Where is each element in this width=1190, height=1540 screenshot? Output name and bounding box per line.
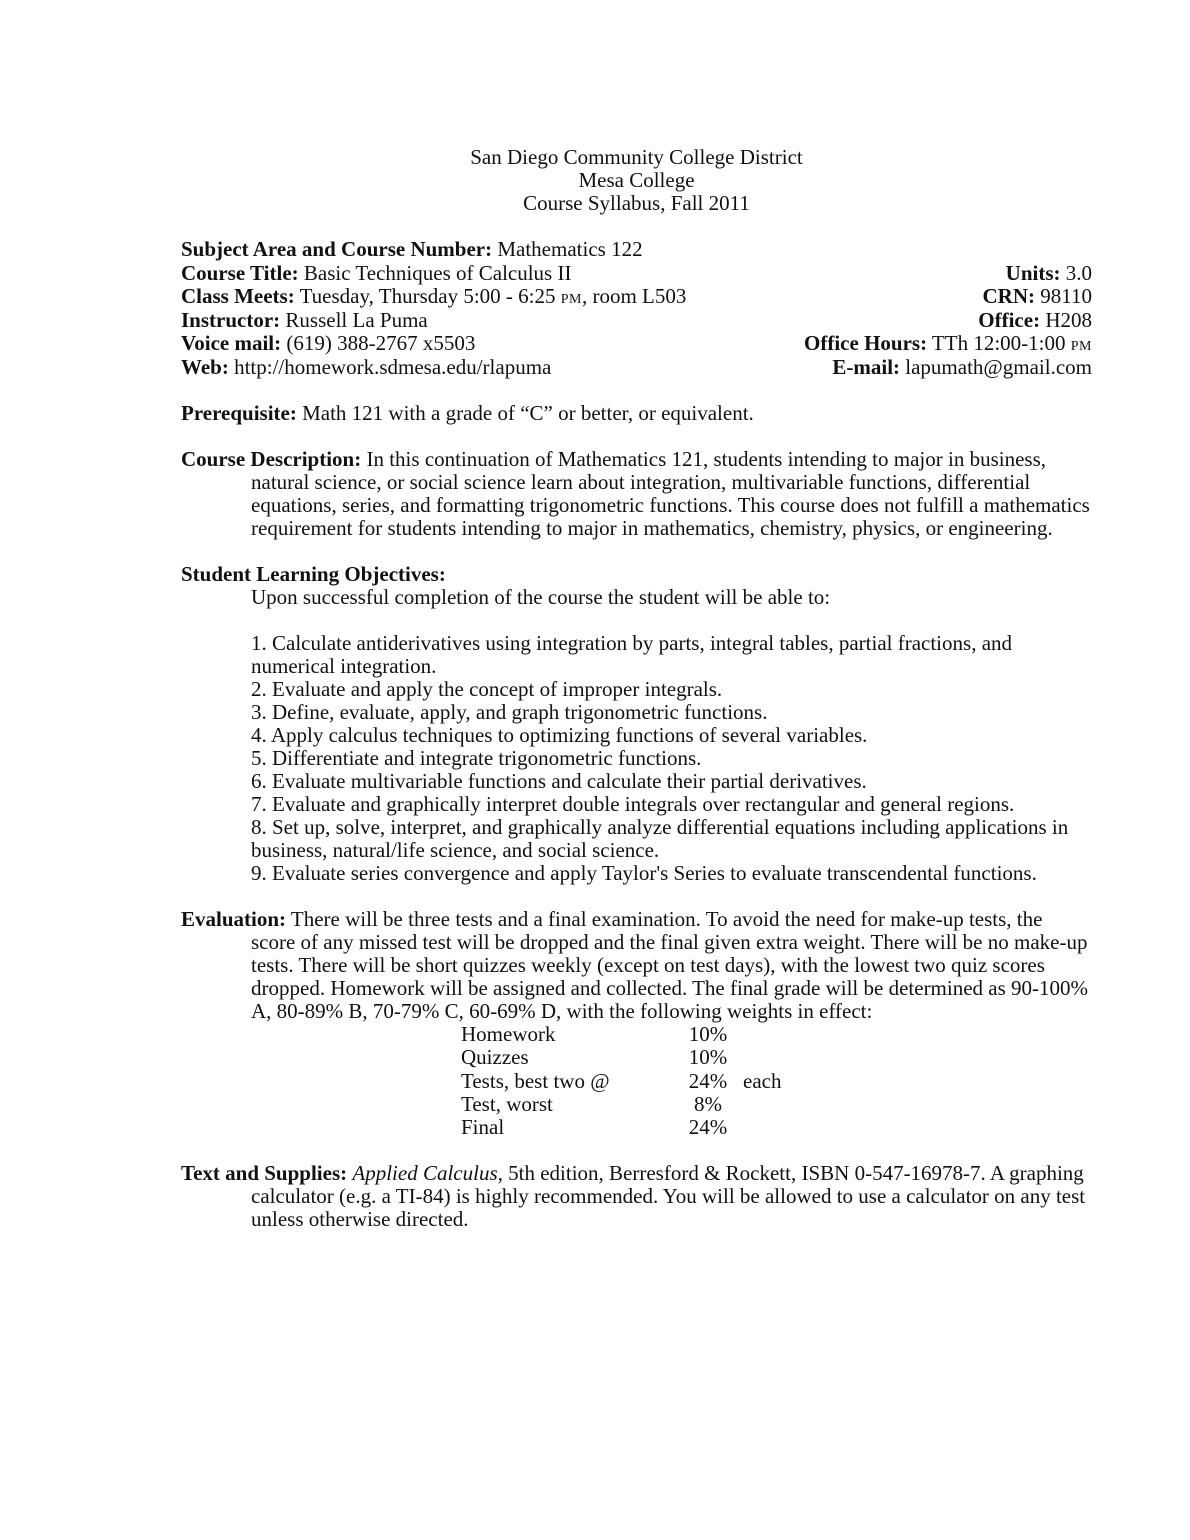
instructor-label: Instructor: bbox=[181, 307, 281, 332]
units-field bbox=[1006, 262, 1092, 286]
textbook-title: Applied Calculus bbox=[352, 1161, 498, 1186]
objectives-intro: Upon successful completion of the course the student will be able to: bbox=[251, 585, 831, 609]
weight-name: Quizzes bbox=[461, 1045, 529, 1070]
weight-value: 10% bbox=[688, 1045, 728, 1070]
objective-item: 1. Calculate antiderivatives using integration by parts, integral tables, partial fractions, and numerical integration. bbox=[251, 631, 1013, 678]
table-row bbox=[461, 1046, 1092, 1069]
info-row-subject bbox=[181, 238, 1092, 262]
web-label: Web: bbox=[181, 354, 229, 379]
evaluation-section bbox=[181, 908, 1092, 1023]
office-label: Office: bbox=[978, 307, 1041, 332]
weight-note bbox=[743, 1116, 823, 1139]
instructor-value: Russell La Puma bbox=[280, 307, 428, 332]
class-meets-pm: PM bbox=[560, 292, 582, 307]
weight-value: 10% bbox=[688, 1022, 728, 1046]
course-title-label: Course Title: bbox=[181, 260, 299, 285]
class-meets-room: , room L503 bbox=[581, 284, 687, 308]
class-meets-field bbox=[181, 285, 686, 309]
weight-note bbox=[743, 1023, 823, 1046]
info-row-title bbox=[181, 262, 1092, 286]
voicemail-label: Voice mail: bbox=[181, 331, 282, 355]
weight-value: 24% bbox=[688, 1115, 728, 1140]
course-info bbox=[181, 238, 1092, 379]
office-hours-label: Office Hours: bbox=[804, 331, 928, 355]
objectives-section bbox=[181, 563, 1092, 885]
office-value: H208 bbox=[1040, 307, 1092, 332]
class-meets-value: Tuesday, Thursday 5:00 - 6:25 bbox=[294, 284, 561, 308]
district-name: San Diego Community College District bbox=[470, 145, 803, 169]
text-supplies-section bbox=[181, 1162, 1092, 1231]
objective-item: 7. Evaluate and graphically interpret double integrals over rectangular and general regions. bbox=[251, 792, 1015, 816]
instructor-field bbox=[181, 309, 428, 333]
objectives-label: Student Learning Objectives: bbox=[181, 562, 446, 586]
objective-item: 2. Evaluate and apply the concept of improper integrals. bbox=[251, 677, 723, 701]
table-row bbox=[461, 1116, 1092, 1139]
units-label: Units: bbox=[1005, 260, 1061, 285]
table-row bbox=[461, 1093, 1092, 1116]
class-meets-label: Class Meets: bbox=[181, 284, 295, 308]
weight-note: each bbox=[743, 1068, 782, 1093]
syllabus-title: Course Syllabus, Fall 2011 bbox=[523, 191, 750, 215]
info-row-voicemail bbox=[181, 332, 1092, 356]
info-row-instructor bbox=[181, 309, 1092, 333]
college-name: Mesa College bbox=[578, 168, 695, 192]
voicemail-field bbox=[181, 332, 475, 356]
document-header bbox=[181, 146, 1092, 215]
subject-label: Subject Area and Course Number: bbox=[181, 237, 493, 261]
grade-weights-table bbox=[461, 1023, 1092, 1139]
office-hours-value: TTh 12:00-1:00 bbox=[927, 331, 1071, 355]
weight-note bbox=[743, 1046, 823, 1069]
weight-note bbox=[743, 1093, 823, 1116]
email-label: E-mail: bbox=[832, 354, 901, 379]
weight-name: Test, worst bbox=[461, 1091, 553, 1116]
prerequisite-text: Math 121 with a grade of “C” or better, or equivalent. bbox=[296, 401, 754, 425]
objective-item: 3. Define, evaluate, apply, and graph trigonometric functions. bbox=[251, 700, 768, 724]
office-field bbox=[978, 309, 1092, 333]
course-description-section bbox=[181, 448, 1092, 540]
weight-name: Tests, best two @ bbox=[461, 1068, 610, 1093]
objectives-list bbox=[181, 632, 1092, 885]
crn-field bbox=[983, 285, 1092, 309]
weight-name: Homework bbox=[461, 1022, 556, 1046]
objective-item: 9. Evaluate series convergence and apply Taylor's Series to evaluate transcendental functions. bbox=[251, 861, 1037, 885]
table-row bbox=[461, 1023, 1092, 1046]
objective-item: 6. Evaluate multivariable functions and calculate their partial derivatives. bbox=[251, 769, 867, 793]
email-link[interactable]: lapumath@gmail.com bbox=[900, 354, 1092, 379]
objective-item: 4. Apply calculus techniques to optimizing functions of several variables. bbox=[251, 723, 868, 747]
evaluation-text: There will be three tests and a final examination. To avoid the need for make-up tests, the score of any missed test will be dropped and the final given extra weight. There will be no make-up tests. There will be short quizzes weekly (except on test days), with the lowest two quiz scores dropped. Homework will be assigned and collected. The final grade will be determined as 90-100% A, 80-89% B, 70-79% C, 60-69% D, with the following weights in effect: bbox=[251, 907, 1089, 1023]
objective-item: 8. Set up, solve, interpret, and graphically analyze differential equations including applications in business, natural/life science, and social science. bbox=[251, 815, 1069, 862]
voicemail-value: (619) 388-2767 x5503 bbox=[281, 331, 476, 355]
course-title-field bbox=[181, 262, 571, 286]
office-hours-pm: PM bbox=[1070, 339, 1092, 354]
course-description-label: Course Description: bbox=[181, 447, 362, 471]
info-row-web bbox=[181, 356, 1092, 380]
info-row-meets bbox=[181, 285, 1092, 309]
text-supplies-text: , 5th edition, Berresford & Rockett, ISBN 0-547-16978-7. A graphing calculator (e.g. a TI-84) is highly recommended. You will be allowed to use a calculator on any test unless otherwise directed. bbox=[251, 1161, 1086, 1232]
prerequisite-section bbox=[181, 402, 1092, 425]
web-link[interactable]: http://homework.sdmesa.edu/rlapuma bbox=[228, 354, 552, 379]
course-description-text: In this continuation of Mathematics 121, students intending to major in business, natural science, or social science learn about integration, multivariable functions, differential equations, series, and formatting trigonometric functions. This course does not fulfill a mathematics requirement for students intending to major in mathematics, chemistry, physics, or engineering. bbox=[251, 447, 1090, 540]
evaluation-label: Evaluation: bbox=[181, 907, 287, 931]
office-hours-field bbox=[804, 332, 1092, 356]
weight-value: 8% bbox=[694, 1091, 722, 1116]
weight-name: Final bbox=[461, 1115, 505, 1140]
objective-item: 5. Differentiate and integrate trigonometric functions. bbox=[251, 746, 702, 770]
course-title-value: Basic Techniques of Calculus II bbox=[298, 260, 572, 285]
weight-value: 24% bbox=[688, 1068, 728, 1093]
syllabus-page bbox=[181, 146, 1092, 1231]
text-supplies-label: Text and Supplies: bbox=[181, 1161, 348, 1186]
subject-field bbox=[181, 238, 643, 262]
prerequisite-label: Prerequisite: bbox=[181, 401, 297, 425]
email-field bbox=[832, 356, 1092, 380]
crn-value: 98110 bbox=[1035, 284, 1092, 308]
subject-value: Mathematics 122 bbox=[492, 237, 643, 261]
table-row bbox=[461, 1070, 1092, 1093]
units-value: 3.0 bbox=[1060, 260, 1092, 285]
web-field bbox=[181, 356, 551, 380]
crn-label: CRN: bbox=[982, 284, 1036, 308]
